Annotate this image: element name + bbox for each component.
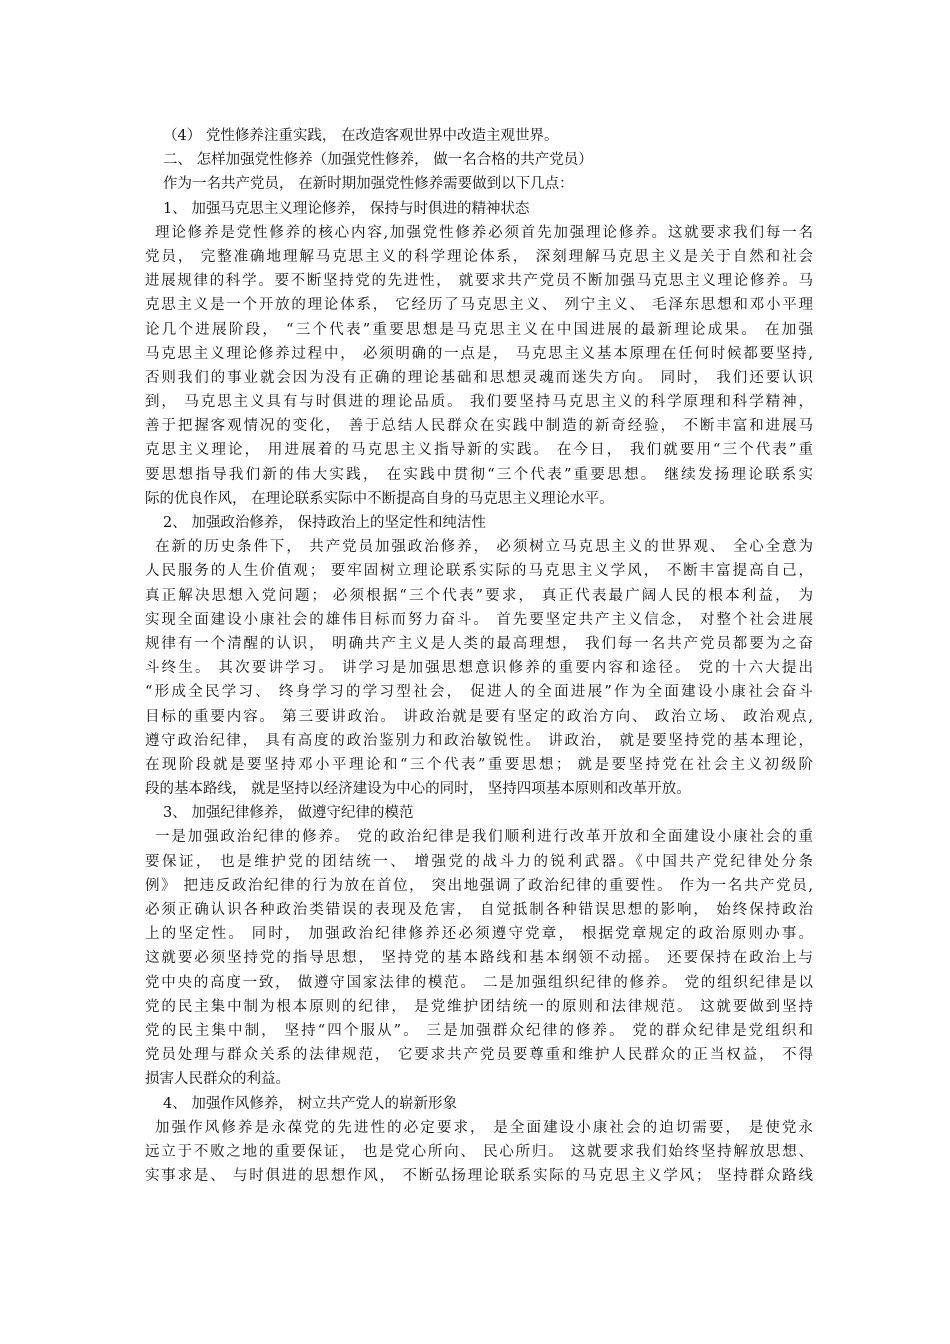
text-line: 要思想指导我们新的伟大实践， 在实践中贯彻“三个代表”重要思想。 继续发扬理论联系实 xyxy=(145,466,813,483)
text-line: 进展规律的科学。要不断坚持党的先进性， 就要求共产党员不断加强马克思主义理论修养。马 xyxy=(145,273,813,290)
text-line: 作为一名共产党员， 在新时期加强党性修养需要做到以下几点： xyxy=(163,176,574,193)
text-line: 远立于不败之地的重要保证， 也是党心所向、 民心所归。 这就要求我们始终坚持解放思想、 xyxy=(145,1143,813,1160)
text-line: 必须正确认识各种政治类错误的表现及危害， 自觉抵制各种错误思想的影响， 始终保持政治 xyxy=(145,902,813,918)
section-heading: 二、 怎样加强党性修养（加强党性修养， 做一名合格的共产党员） xyxy=(163,152,593,169)
text-line: 党中央的高度一致， 做遵守国家法律的模范。 二是加强组织纪律的修养。 党的组织纪律是以 xyxy=(145,974,813,991)
text-line: 在新的历史条件下， 共产党员加强政治修养， 必须树立马克思主义的世界观、 全心全意为 xyxy=(155,539,813,556)
text-line: 党员处理与群众关系的法律规范， 它要求共产党员要尊重和维护人民群众的正当权益， 不得 xyxy=(145,1047,813,1064)
text-line: 党的民主集中制为根本原则的纪律， 是党维护团结统一的原则和法律规范。 这就要做到坚持 xyxy=(145,998,813,1015)
text-line: 上的坚定性。 同时， 加强政治纪律修养还必须遵守党章， 根据党章规定的政治原则办事。 xyxy=(145,926,813,943)
text-line: 实现全面建设小康社会的雄伟目标而努力奋斗。 首先要坚定共产主义信念， 对整个社会进展 xyxy=(145,611,813,628)
text-line: “形成全民学习、 终身学习的学习型社会， 促进人的全面进展”作为全面建设小康社会奋斗 xyxy=(145,684,813,701)
text-line: 规律有一个清醒的认识， 明确共产主义是人类的最高理想， 我们每一名共产党员都要为之奋 xyxy=(145,635,813,652)
text-line: 例》 把违反政治纪律的行为放在首位， 突出地强调了政治纪律的重要性。 作为一名共产党员, xyxy=(145,877,813,894)
text-line: 马克思主义理论修养过程中， 必须明确的一点是， 马克思主义基本原理在任何时候都要坚持, xyxy=(145,345,813,362)
text-line: 加强作风修养是永葆党的先进性的必定要求， 是全面建设小康社会的迫切需要， 是使党永 xyxy=(155,1119,813,1136)
subsection-heading: 3、 加强纪律修养， 做遵守纪律的模范 xyxy=(163,805,414,822)
text-line: 党员， 完整准确地理解马克思主义的科学理论体系， 深刻理解马克思主义是关于自然和社会 xyxy=(145,248,813,265)
text-line: 一是加强政治纪律的修养。 党的政治纪律是我们顺利进行改革开放和全面建设小康社会的重 xyxy=(155,829,813,846)
text-line: 损害人民群众的利益。 xyxy=(145,1071,290,1088)
subsection-heading: 1、 加强马克思主义理论修养， 保持与时俱进的精神状态 xyxy=(163,200,530,217)
text-line: 克思主义是一个开放的理论体系， 它经历了马克思主义、 列宁主义、 毛泽东思想和邓小平理 xyxy=(145,297,813,314)
text-line: 在现阶段就是要坚持邓小平理论和“三个代表”重要思想； 就是要坚持党在社会主义初级阶 xyxy=(145,756,813,773)
text-line: 人民服务的人生价值观； 要牢固树立理论联系实际的马克思主义学风， 不断丰富提高自己， xyxy=(145,563,813,580)
text-line: 理论修养是党性修养的核心内容,加强党性修养必须首先加强理论修养。这就要求我们每一名 xyxy=(155,224,813,241)
subsection-heading: 2、 加强政治修养， 保持政治上的坚定性和纯洁性 xyxy=(163,515,486,531)
document-body xyxy=(145,124,813,1188)
text-line: 实事求是、 与时俱进的思想作风， 不断弘扬理论联系实际的马克思主义学风； 坚持群众路线 xyxy=(145,1168,813,1185)
text-line: 际的优良作风， 在理论联系实际中不断提高自身的马克思主义理论水平。 xyxy=(145,490,614,507)
text-line: 段的基本路线， 就是坚持以经济建设为中心的同时， 坚持四项基本原则和改革开放。 xyxy=(145,781,691,798)
text-line: 克思主义理论， 用进展着的马克思主义指导新的实践。 在今日， 我们就要用“三个代表”重 xyxy=(145,442,813,459)
text-line: （4） 党性修养注重实践， 在改造客观世界中改造主观世界。 xyxy=(163,128,559,144)
text-line: 这就要必须坚持党的指导思想， 坚持党的基本路线和基本纲领不动摇。 还要保持在政治上与 xyxy=(145,950,813,967)
subsection-heading: 4、 加强作风修养， 树立共产党人的崭新形象 xyxy=(163,1095,457,1112)
text-line: 真正解决思想入党问题； 必须根据“三个代表”要求， 真正代表最广阔人民的根本利益， 为 xyxy=(145,587,813,604)
text-line: 斗终生。 其次要讲学习。 讲学习是加强思想意识修养的重要内容和途径。 党的十六大提出 xyxy=(145,660,813,677)
text-line: 否则我们的事业就会因为没有正确的理论基础和思想灵魂而迷失方向。 同时， 我们还要认识 xyxy=(145,369,813,386)
text-line: 党的民主集中制， 坚持“四个服从”。 三是加强群众纪律的修养。 党的群众纪律是党组织和 xyxy=(145,1022,813,1039)
text-line: 目标的重要内容。 第三要讲政治。 讲政治就是要有坚定的政治方向、 政治立场、 政治观点, xyxy=(145,708,813,725)
text-line: 遵守政治纪律， 具有高度的政治鉴别力和政治敏锐性。 讲政治， 就是要坚持党的基本理论， xyxy=(145,732,813,749)
text-line: 到， 马克思主义具有与时俱进的理论品质。 我们要坚持马克思主义的科学原理和科学精神， xyxy=(145,394,813,411)
text-line: 论几个进展阶段， “三个代表”重要思想是马克思主义在中国进展的最新理论成果。 在加强 xyxy=(145,321,813,338)
text-line: 善于把握客观情况的变化， 善于总结人民群众在实践中制造的新奇经验， 不断丰富和进展马 xyxy=(145,418,813,435)
text-line: 要保证， 也是维护党的团结统一、 增强党的战斗力的锐利武器。《中国共产党纪律处分条 xyxy=(145,853,813,870)
